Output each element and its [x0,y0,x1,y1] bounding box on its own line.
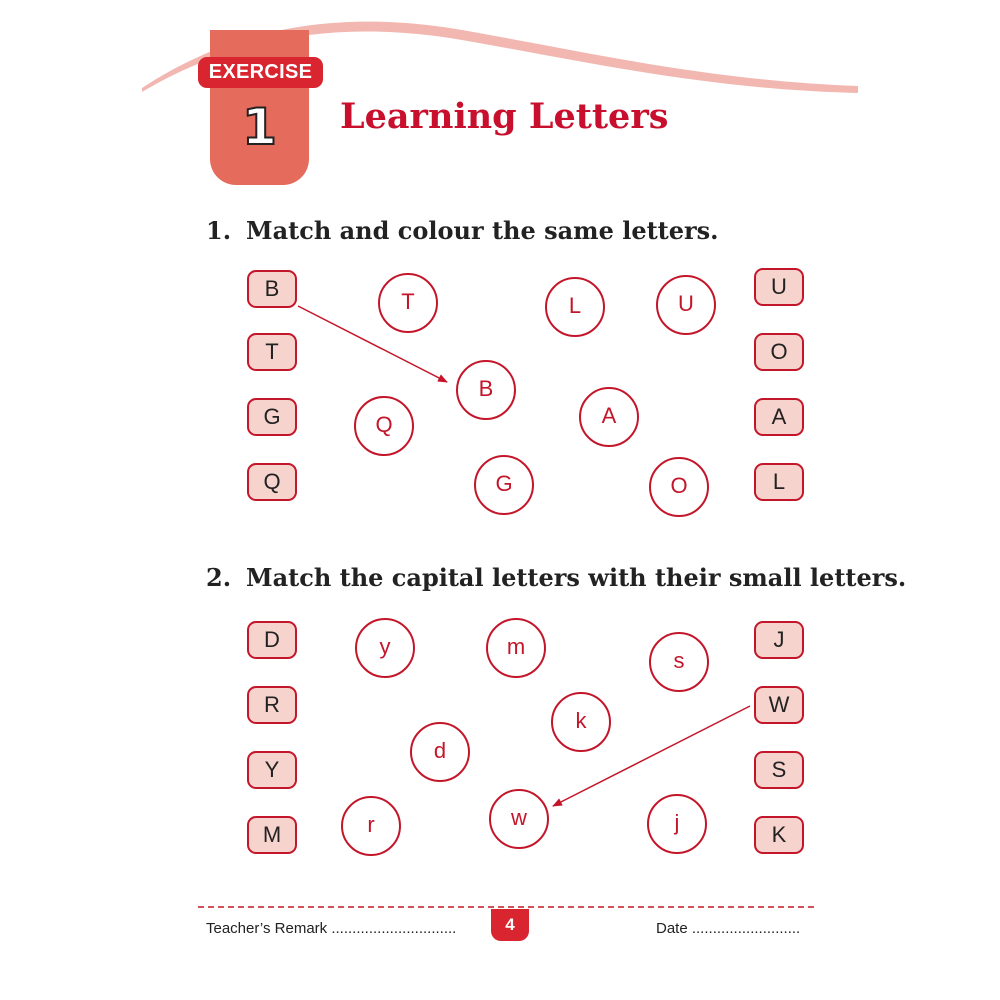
footer-divider [198,906,814,908]
q2-circle-s[interactable]: s [649,632,709,692]
question-2-text: Match the capital letters with their small letters. [246,563,907,592]
q1-circle-o[interactable]: O [649,457,709,517]
q2-circle-m[interactable]: m [486,618,546,678]
page-number: 4 [491,909,529,941]
q1-circle-t[interactable]: T [378,273,438,333]
teacher-remark: Teacher’s Remark .............................. [206,920,457,937]
q1-left-box-g[interactable]: G [247,398,297,436]
q2-right-box-w[interactable]: W [754,686,804,724]
q2-right-box-j[interactable]: J [754,621,804,659]
q2-example-arrow [553,706,750,806]
q2-circle-r[interactable]: r [341,796,401,856]
q2-right-box-k[interactable]: K [754,816,804,854]
q1-right-box-a[interactable]: A [754,398,804,436]
q1-right-box-o[interactable]: O [754,333,804,371]
q1-circle-l[interactable]: L [545,277,605,337]
date-field: Date .......................... [656,920,801,937]
q1-left-box-b[interactable]: B [247,270,297,308]
q1-left-box-t[interactable]: T [247,333,297,371]
q2-circle-y[interactable]: y [355,618,415,678]
q2-circle-w[interactable]: w [489,789,549,849]
q1-left-box-q[interactable]: Q [247,463,297,501]
q1-example-arrow [298,306,447,382]
q2-left-box-y[interactable]: Y [247,751,297,789]
q2-left-box-r[interactable]: R [247,686,297,724]
q1-circle-g[interactable]: G [474,455,534,515]
q1-circle-u[interactable]: U [656,275,716,335]
exercise-number: 1 [242,98,277,156]
q1-circle-a[interactable]: A [579,387,639,447]
q2-circle-k[interactable]: k [551,692,611,752]
question-2-number: 2. [206,563,232,592]
q1-circle-q[interactable]: Q [354,396,414,456]
page-title: Learning Letters [340,96,669,137]
q2-circle-j[interactable]: j [647,794,707,854]
exercise-label: EXERCISE [198,57,323,88]
question-1-number: 1. [206,216,232,245]
q2-left-box-m[interactable]: M [247,816,297,854]
q2-circle-d[interactable]: d [410,722,470,782]
q2-right-box-s[interactable]: S [754,751,804,789]
q1-right-box-u[interactable]: U [754,268,804,306]
q1-circle-b[interactable]: B [456,360,516,420]
q2-left-box-d[interactable]: D [247,621,297,659]
q1-right-box-l[interactable]: L [754,463,804,501]
question-1-text: Match and colour the same letters. [246,216,719,245]
